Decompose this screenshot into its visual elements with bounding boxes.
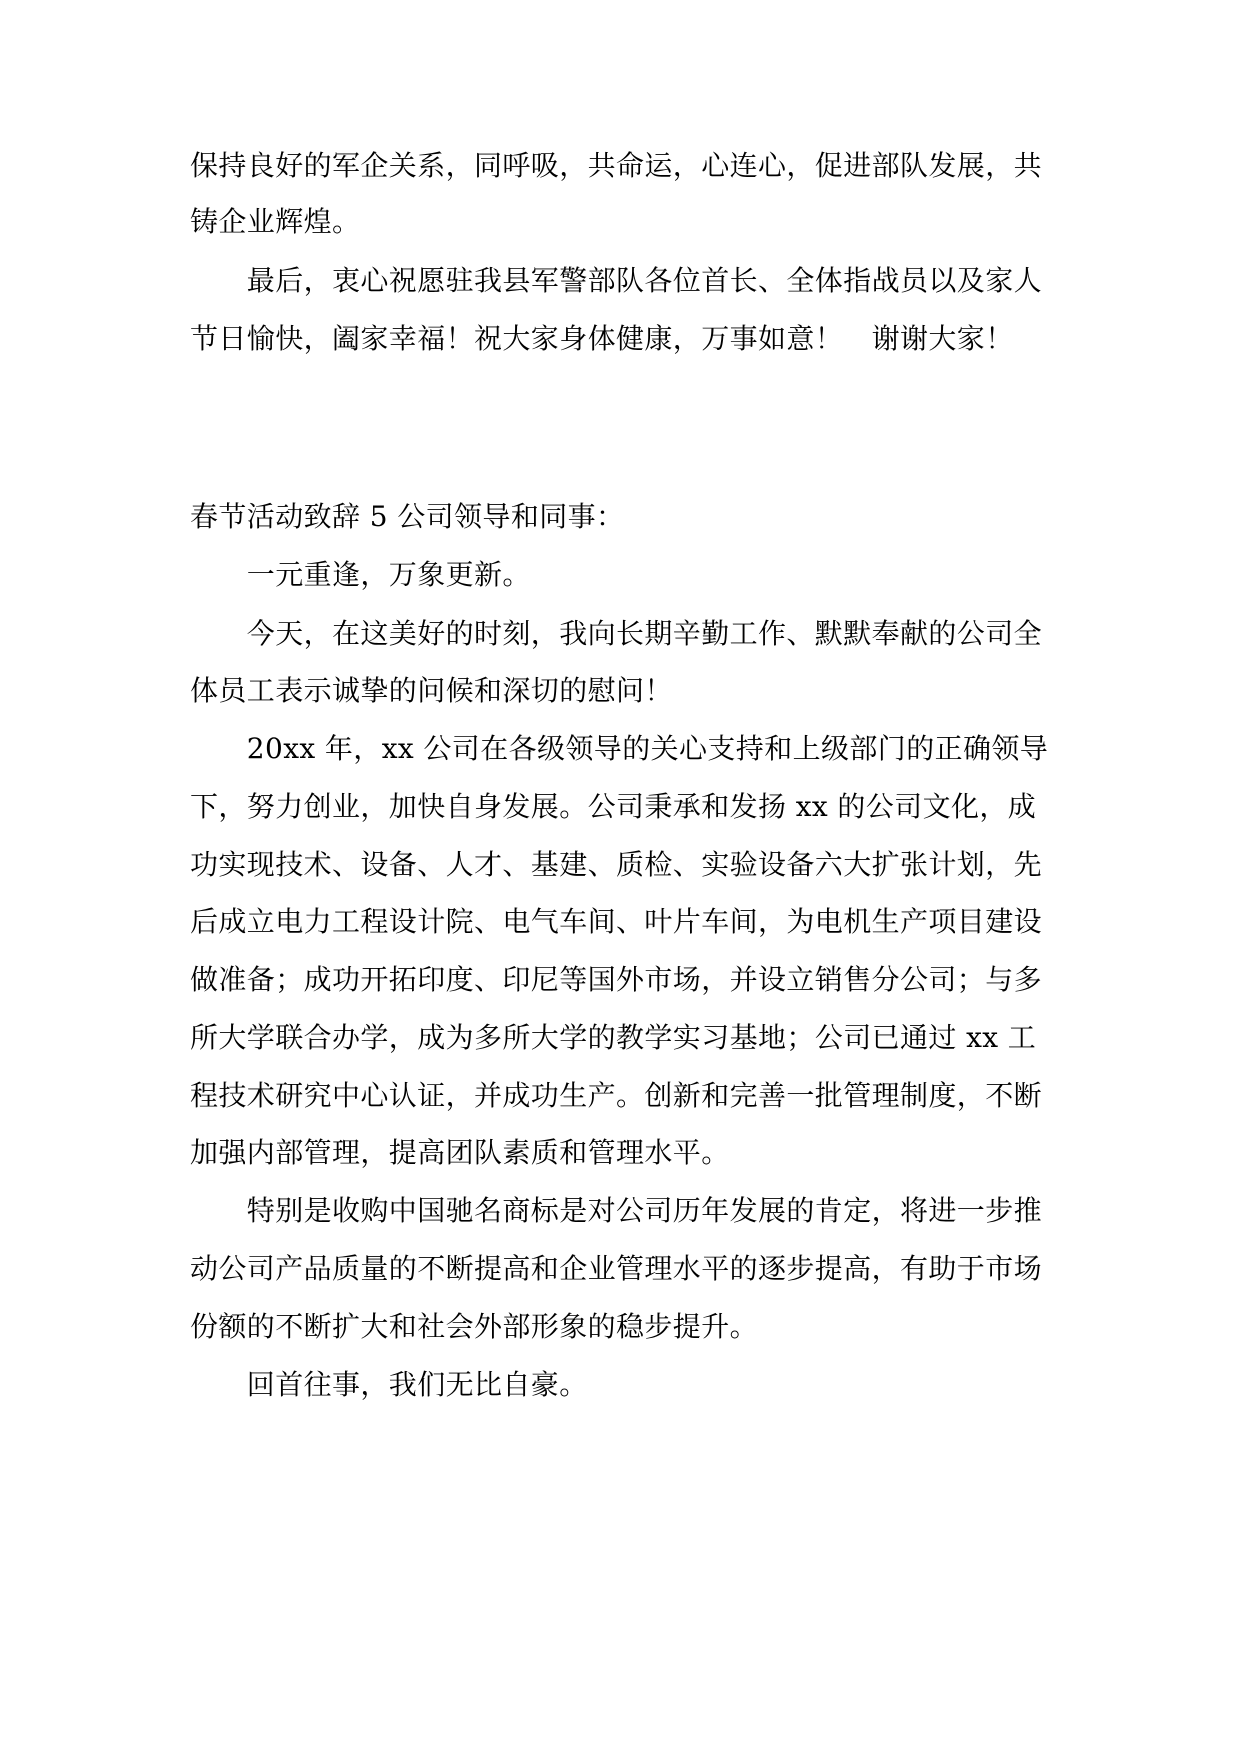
paragraph-line: 节日愉快，阖家幸福！祝大家身体健康，万事如意！ 谢谢大家！ — [190, 322, 1014, 355]
paragraph-line: 动公司产品质量的不断提高和企业管理水平的逐步提高，有助于市场 — [190, 1252, 1043, 1285]
paragraph-line: 今天，在这美好的时刻，我向长期辛勤工作、默默奉献的公司全 — [190, 617, 1043, 650]
paragraph-line: 做准备；成功开拓印度、印尼等国外市场，并设立销售分公司；与多 — [190, 963, 1043, 996]
paragraph-line: 下，努力创业，加快自身发展。公司秉承和发扬 xx 的公司文化，成 — [190, 790, 1037, 823]
paragraph-line: 所大学联合办学，成为多所大学的教学实习基地；公司已通过 xx 工 — [190, 1021, 1037, 1054]
paragraph-line: 一元重逢，万象更新。 — [190, 558, 531, 591]
section-heading: 春节活动致辞 5 公司领导和同事： — [190, 500, 625, 533]
paragraph-line: 保持良好的军企关系，同呼吸，共命运，心连心，促进部队发展，共 — [190, 149, 1043, 182]
paragraph-line: 加强内部管理，提高团队素质和管理水平。 — [190, 1136, 730, 1169]
paragraph-line: 最后，衷心祝愿驻我县军警部队各位首长、全体指战员以及家人 — [190, 264, 1043, 297]
paragraph-line: 份额的不断扩大和社会外部形象的稳步提升。 — [190, 1310, 759, 1343]
paragraph-line: 功实现技术、设备、人才、基建、质检、实验设备六大扩张计划，先 — [190, 848, 1043, 881]
paragraph-line: 特别是收购中国驰名商标是对公司历年发展的肯定，将进一步推 — [190, 1194, 1043, 1227]
paragraph-line: 后成立电力工程设计院、电气车间、叶片车间，为电机生产项目建设 — [190, 905, 1043, 938]
paragraph-line: 程技术研究中心认证，并成功生产。创新和完善一批管理制度，不断 — [190, 1079, 1043, 1112]
paragraph-line: 20xx 年，xx 公司在各级领导的关心支持和上级部门的正确领导 — [190, 732, 1049, 765]
paragraph-line: 体员工表示诚挚的问候和深切的慰问！ — [190, 674, 673, 707]
paragraph-line: 铸企业辉煌。 — [190, 205, 361, 238]
paragraph-line: 回首往事，我们无比自豪。 — [190, 1368, 588, 1401]
